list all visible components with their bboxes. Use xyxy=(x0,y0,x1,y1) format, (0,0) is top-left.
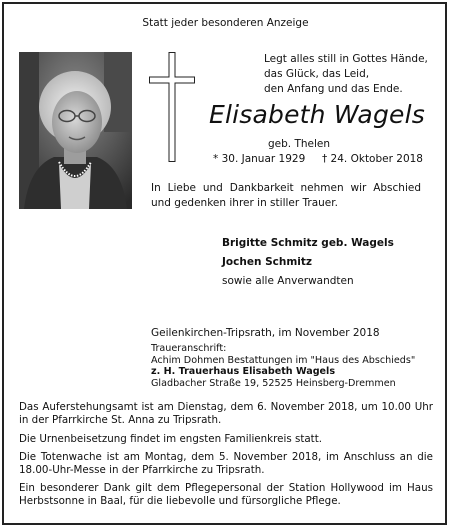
birth-name: geb. Thelen xyxy=(268,138,331,150)
life-dates xyxy=(213,153,423,165)
funeral-address xyxy=(151,343,415,389)
address-line: Gladbacher Straße 19, 52525 Heinsberg-Dremmen xyxy=(151,377,396,389)
death-date: † 24. Oktober 2018 xyxy=(321,153,423,165)
portrait-photo xyxy=(19,52,132,209)
poem-line: das Glück, das Leid, xyxy=(264,68,370,80)
birth-date: * 30. Januar 1929 xyxy=(213,153,306,165)
poem-line: Legt alles still in Gottes Hände, xyxy=(264,53,428,65)
paragraph-burial: Die Urnenbeisetzung findet im engsten Familienkreis statt. xyxy=(19,433,323,445)
paragraph-thanks: Ein besonderer Dank gilt dem Pflegepersonal der Station Hollywood im Haus Herbstsonne in Baal, für die liebevolle und fürsorgliche Pflege. xyxy=(19,482,433,507)
mourning-text: In Liebe und Dankbarkeit nehmen wir Abschied und gedenken ihrer in stiller Trauer. xyxy=(151,182,421,209)
poem-line: den Anfang und das Ende. xyxy=(264,83,403,95)
paragraph-wake: Die Totenwache ist am Montag, dem 5. November 2018, im Anschluss an die 18.00-Uhr-Messe in der Pfarrkirche zu Tripsrath. xyxy=(19,451,433,476)
cross-icon xyxy=(149,52,195,162)
paragraph-service: Das Auferstehungsamt ist am Dienstag, dem 6. November 2018, um 10.00 Uhr in der Pfarrkirche St. Anna zu Tripsrath. xyxy=(19,401,433,426)
mourner-name: Brigitte Schmitz geb. Wagels xyxy=(222,237,394,249)
address-line: z. H. Trauerhaus Elisabeth Wagels xyxy=(151,366,336,377)
place-date: Geilenkirchen-Tripsrath, im November 2018 xyxy=(151,327,380,339)
address-line: Achim Dohmen Bestattungen im "Haus des Abschieds" xyxy=(151,354,416,366)
mourner-relatives: sowie alle Anverwandten xyxy=(222,275,354,287)
poem xyxy=(264,52,428,97)
mourner-name: Jochen Schmitz xyxy=(222,256,313,268)
notice-header: Statt jeder besonderen Anzeige xyxy=(142,17,309,29)
deceased-name: Elisabeth Wagels xyxy=(209,100,425,129)
address-label: Traueranschrift: xyxy=(151,343,227,354)
